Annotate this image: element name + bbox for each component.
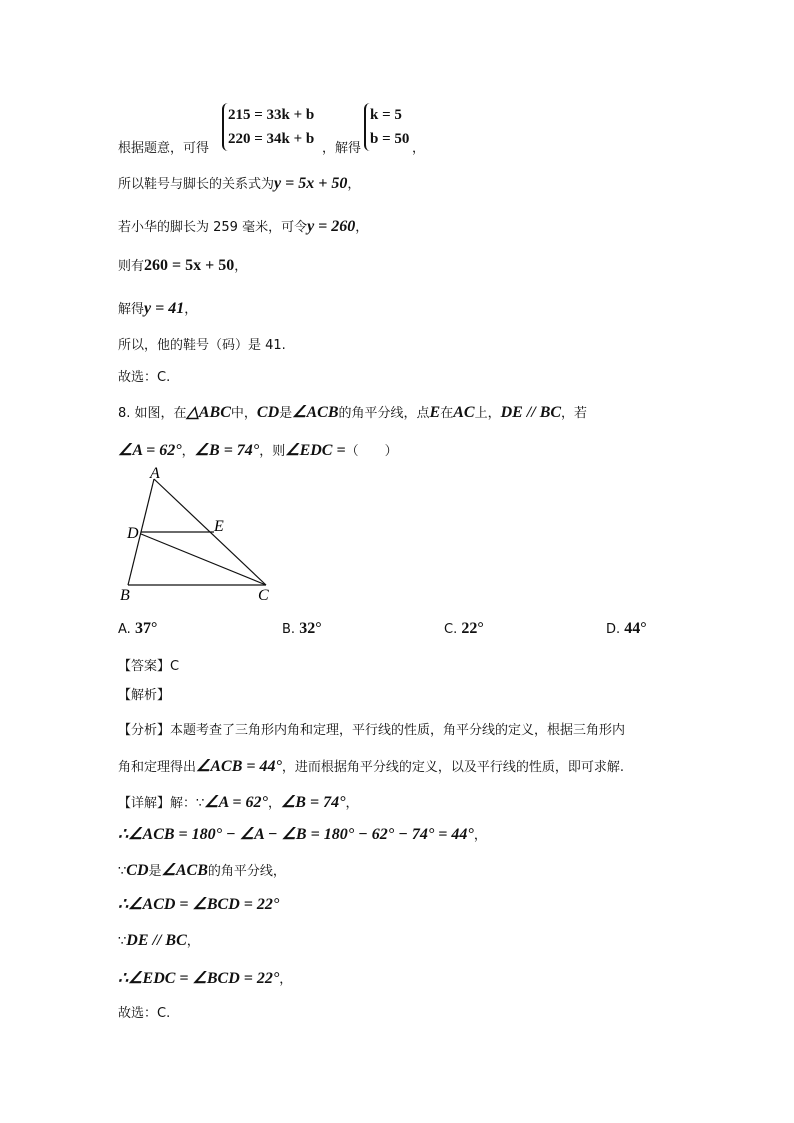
math: y = 41 [144, 300, 185, 317]
text: 的角平分线， [207, 864, 286, 879]
text: （ ） [345, 444, 398, 459]
option-label: C. [444, 622, 458, 637]
segment-DC [141, 534, 266, 585]
math: ∠B = 74° [194, 442, 260, 459]
math: ∠ACB [161, 862, 208, 879]
text: ， [412, 141, 426, 156]
option-c[interactable] [444, 620, 484, 638]
math: y = 260 [307, 218, 356, 235]
math: ∴∠EDC = ∠BCD = 22° [118, 970, 280, 987]
option-a[interactable] [118, 620, 157, 638]
math: ∠A = 62° [118, 442, 182, 459]
analysis-line-1: 【分析】本题考查了三角形内角和定理，平行线的性质，角平分线的定义，根据三角形内 [118, 723, 626, 738]
math: CD [256, 404, 280, 421]
text: ∵ [118, 934, 127, 949]
text: ， [184, 302, 198, 317]
math: ∴∠ACB = 180° − ∠A − ∠B = 180° − 62° − 74° = 44° [118, 826, 474, 843]
text: 【详解】解：∵ [118, 796, 205, 811]
equation: 215 = 33k + b [228, 107, 315, 123]
text: 则有 [118, 259, 145, 274]
math: y = 5x + 50 [274, 175, 348, 192]
text: 是 [279, 406, 293, 421]
math: ∠EDC = [285, 442, 346, 459]
label-D: D [127, 525, 139, 542]
text: ∵ [118, 864, 127, 879]
math: AC [453, 404, 475, 421]
math: 260 = 5x + 50 [144, 257, 235, 274]
option-value: 22° [461, 620, 484, 637]
text: 解得 [118, 302, 145, 317]
line: 故选：C. [118, 370, 171, 385]
detail-line-7: 故选：C. [118, 1006, 171, 1021]
text: ， [186, 934, 200, 949]
math: CD [126, 862, 149, 879]
text: ， [355, 220, 369, 235]
label-B: B [120, 587, 130, 604]
text: 的角平分线，点 [338, 406, 430, 421]
detail-line-1 [118, 792, 359, 812]
option-label: A. [118, 622, 131, 637]
answer-label: 【答案】C [118, 659, 180, 674]
text: 上， [474, 406, 501, 421]
text: ，则 [259, 444, 286, 459]
text: ， [345, 796, 359, 811]
text: ， [279, 972, 293, 987]
text: 根据题意，可得 [118, 141, 210, 156]
text: 若小华的脚长为 259 毫米，可令 [118, 220, 308, 235]
detail-line-3 [118, 860, 286, 880]
equation: b = 50 [370, 131, 410, 147]
text: ，进而根据角平分线的定义，以及平行线的性质，即可求解. [281, 760, 625, 775]
math: DE // BC [126, 932, 187, 949]
math: ∠ACB [292, 404, 339, 421]
text: ， [234, 259, 248, 274]
line: 所以，他的鞋号（码）是 41. [118, 338, 286, 353]
text: ， [347, 177, 361, 192]
math: ∠B = 74° [280, 794, 346, 811]
math: ∠ACB = 44° [196, 758, 282, 775]
equation: k = 5 [370, 107, 402, 123]
text: 所以鞋号与脚长的关系式为 [118, 177, 275, 192]
option-value: 32° [299, 620, 322, 637]
text: ， [267, 796, 281, 811]
math: ∴∠ACD = ∠BCD = 22° [118, 896, 280, 913]
detail-line-5 [118, 930, 200, 950]
option-value: 37° [134, 620, 158, 637]
text: 如图，在 [134, 406, 187, 421]
text: ，解得 [322, 141, 362, 156]
math: DE // BC [500, 404, 562, 421]
label-C: C [258, 587, 269, 604]
equation: 220 = 34k + b [228, 131, 315, 147]
text: ， [473, 828, 487, 843]
detail-line-4 [118, 894, 279, 914]
text: 中， [230, 406, 257, 421]
detail-line-2 [118, 824, 487, 844]
text: 是 [148, 864, 162, 879]
math: △ABC [186, 404, 231, 421]
label-A: A [150, 465, 160, 482]
text: 在 [440, 406, 454, 421]
option-value: 44° [624, 620, 647, 637]
detail-line-6 [118, 968, 292, 988]
text: 角和定理得出 [118, 760, 197, 775]
option-label: D. [606, 622, 621, 637]
option-label: B. [282, 622, 296, 637]
label-E: E [214, 518, 224, 535]
math: E [429, 404, 441, 421]
option-d[interactable] [606, 620, 647, 638]
math: ∠A = 62° [204, 794, 268, 811]
analysis-line-2 [118, 756, 624, 776]
text: ， [181, 444, 195, 459]
text: ，若 [561, 406, 588, 421]
analysis-title: 【解析】 [118, 688, 171, 703]
option-b[interactable] [282, 620, 322, 638]
question-number: 8. [118, 406, 131, 421]
